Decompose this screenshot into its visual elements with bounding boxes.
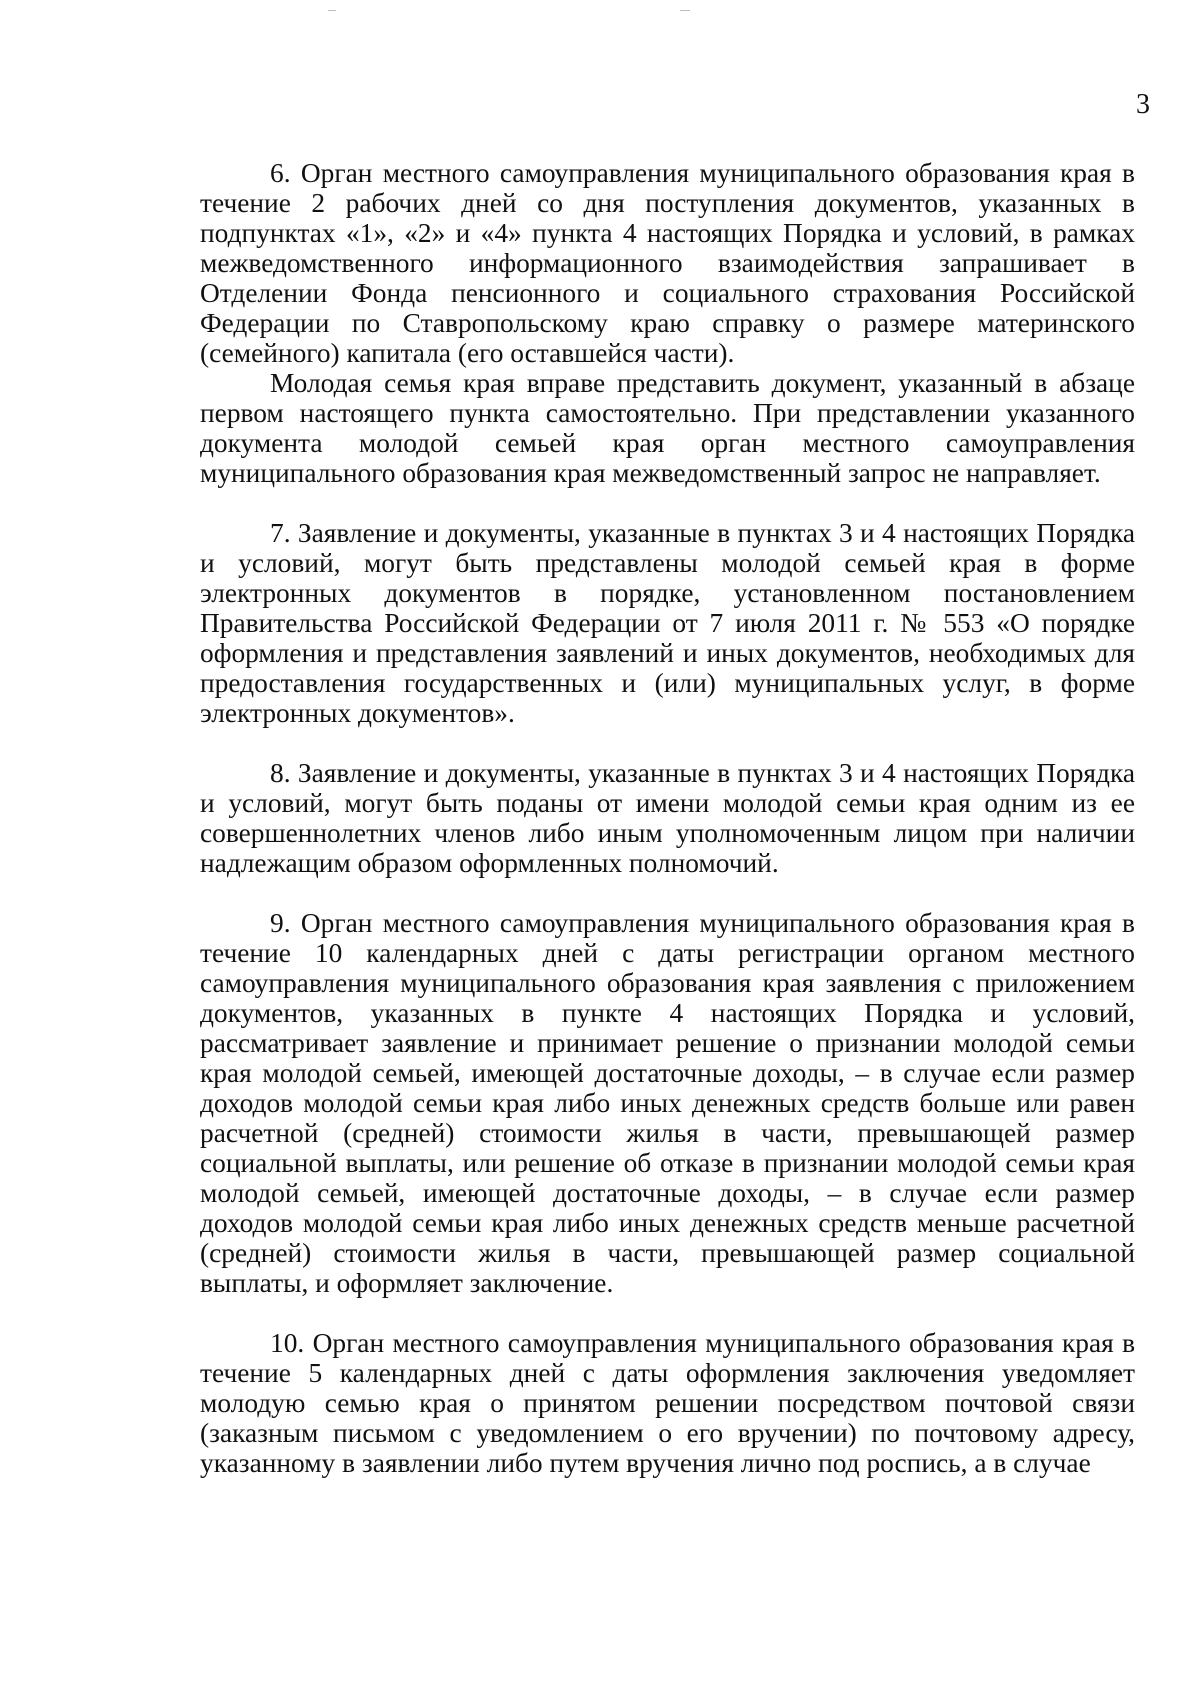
scan-artifact (328, 10, 336, 11)
paragraph-7: 7. Заявление и документы, указанные в пунктах 3 и 4 настоящих Порядка и условий, могут быть представлены молодой семьей края в форме электронных документов в порядке, установленном постановлением Правительства Российской Федерации от 7 июля 2011 г. № 553 «О порядке оформления и представления заявлений и иных документов, необходимых для предоставления государственных и (или) муниципальных услуг, в форме электронных документов». (200, 518, 1135, 728)
scan-artifact (680, 10, 690, 11)
paragraph-6: 6. Орган местного самоуправления муниципального образования края в течение 2 рабочих дней со дня поступления документов, указанных в подпунктах «1», «2» и «4» пункта 4 настоящих Порядка и условий, в рамках межведомственного информационного взаимодействия запрашивает в Отделении Фонда пенсионного и социального страхования Российской Федерации по Ставропольскому краю справку о размере материнского (семейного) капитала (его оставшейся части). (200, 158, 1135, 368)
page-number: 3 (1136, 89, 1150, 120)
document-body (200, 158, 1135, 1478)
paragraph-9: 9. Орган местного самоуправления муниципального образования края в течение 10 календарных дней с даты регистрации органом местного самоуправления муниципального образования края заявления с приложением документов, указанных в пункте 4 настоящих Порядка и условий, рассматривает заявление и принимает решение о признании молодой семьи края молодой семьей, имеющей достаточные доходы, – в случае если размер доходов молодой семьи края либо иных денежных средств больше или равен расчетной (средней) стоимости жилья в части, превышающей размер социальной выплаты, или решение об отказе в признании молодой семьи края молодой семьей, имеющей достаточные доходы, – в случае если размер доходов молодой семьи края либо иных денежных средств меньше расчетной (средней) стоимости жилья в части, превышающей размер социальной выплаты, и оформляет заключение. (200, 908, 1135, 1298)
paragraph-8: 8. Заявление и документы, указанные в пунктах 3 и 4 настоящих Порядка и условий, могут быть поданы от имени молодой семьи края одним из ее совершеннолетних членов либо иным уполномоченным лицом при наличии надлежащим образом оформленных полномочий. (200, 758, 1135, 878)
paragraph-10: 10. Орган местного самоуправления муниципального образования края в течение 5 календарных дней с даты оформления заключения уведомляет молодую семью края о принятом решении посредством почтовой связи (заказным письмом с уведомлением о его вручении) по почтовому адресу, указанному в заявлении либо путем вручения лично под роспись, а в случае (200, 1328, 1135, 1478)
paragraph-6-continuation: Молодая семья края вправе представить документ, указанный в абзаце первом настоящего пункта самостоятельно. При представлении указанного документа молодой семьей края орган местного самоуправления муниципального образования края межведомственный запрос не направляет. (200, 368, 1135, 488)
